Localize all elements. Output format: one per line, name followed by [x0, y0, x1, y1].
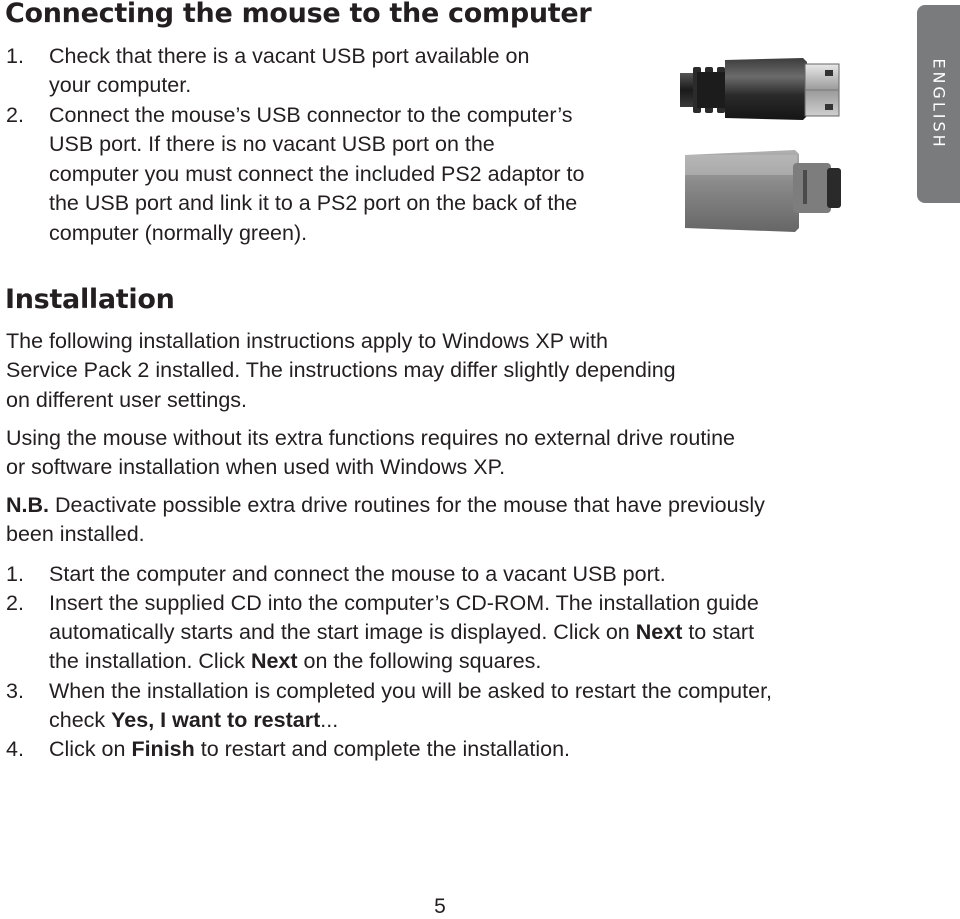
paragraph-line: Using the mouse without its extra functions requires no external drive routine	[6, 426, 735, 450]
step-text: automatically starts and the start image is displayed. Click on Next to start	[49, 620, 755, 644]
next-label: Next	[250, 649, 298, 673]
step-number: 3.	[6, 679, 24, 703]
page-number: 5	[434, 895, 446, 918]
step-number: 4.	[6, 737, 24, 761]
step-text: computer (normally green).	[49, 221, 308, 245]
paragraph-line: on different user settings.	[6, 388, 248, 412]
usb-connector-and-ps2-adaptor-image	[675, 50, 850, 240]
step-text: Click on Finish to restart and complete the installation.	[49, 737, 571, 761]
step-text: Connect the mouse’s USB connector to the computer’s	[49, 103, 573, 127]
paragraph-line: The following installation instructions apply to Windows XP with	[6, 329, 608, 353]
step-text: When the installation is completed you will be asked to restart the computer,	[49, 679, 773, 703]
step-text: Start the computer and connect the mouse to a vacant USB port.	[49, 562, 666, 586]
note-line: been installed.	[6, 522, 145, 546]
language-tab-label: ENGLISH	[929, 58, 948, 150]
step-number: 2.	[6, 591, 24, 615]
section-heading-installation: Installation	[5, 284, 175, 315]
paragraph-line: Service Pack 2 installed. The instructions may differ slightly depending	[6, 358, 676, 382]
next-label: Next	[635, 620, 683, 644]
usb-plug	[680, 58, 839, 120]
step-text: check Yes, I want to restart...	[49, 708, 339, 732]
ps2-adaptor	[685, 150, 841, 232]
step-number: 1.	[6, 44, 24, 68]
section-heading-connecting: Connecting the mouse to the computer	[5, 0, 592, 29]
step-text: your computer.	[49, 73, 192, 97]
step-text: USB port. If there is no vacant USB port on the	[49, 132, 495, 156]
finish-label: Finish	[131, 737, 195, 761]
step-text: Insert the supplied CD into the computer’s CD-ROM. The installation guide	[49, 591, 759, 615]
step-text: Check that there is a vacant USB port available on	[49, 44, 530, 68]
step-text: the USB port and link it to a PS2 port on the back of the	[49, 191, 578, 215]
step-number: 1.	[6, 562, 24, 586]
restart-option-label: Yes, I want to restart	[111, 708, 321, 732]
step-text: the installation. Click Next on the following squares.	[49, 649, 542, 673]
step-number: 2.	[6, 103, 24, 127]
language-tab	[917, 5, 960, 203]
step-text: computer you must connect the included PS2 adaptor to	[49, 162, 585, 186]
paragraph-line: or software installation when used with Windows XP.	[6, 455, 506, 479]
note-label: N.B.	[6, 493, 49, 517]
note-line: N.B. Deactivate possible extra drive routines for the mouse that have previously	[6, 493, 765, 517]
